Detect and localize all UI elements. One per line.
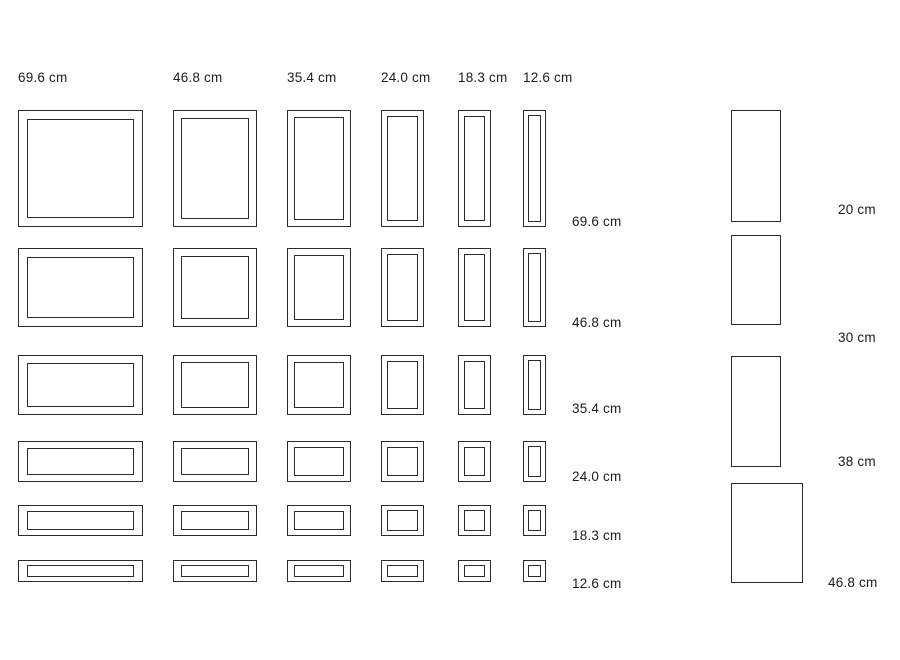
panel-r3-c4 — [381, 355, 424, 415]
panel-r1-c2 — [173, 110, 257, 227]
panel-r2-c4 — [381, 248, 424, 327]
side-label-4: 46.8 cm — [828, 575, 878, 590]
column-label-2: 46.8 cm — [173, 70, 223, 85]
panel-r1-c4 — [381, 110, 424, 227]
panel-r1-c5 — [458, 110, 491, 227]
panel-inner — [294, 565, 344, 577]
panel-inner — [294, 511, 344, 530]
panel-r2-c2 — [173, 248, 257, 327]
panel-inner — [294, 362, 344, 408]
side-panel-2 — [731, 235, 781, 325]
panel-inner — [387, 510, 418, 531]
side-label-2: 30 cm — [838, 330, 876, 345]
column-label-3: 35.4 cm — [287, 70, 337, 85]
row-label-5: 18.3 cm — [572, 528, 622, 543]
panel-r1-c1 — [18, 110, 143, 227]
panel-inner — [528, 360, 541, 410]
column-label-6: 12.6 cm — [523, 70, 573, 85]
panel-r3-c2 — [173, 355, 257, 415]
panel-inner — [387, 116, 418, 221]
panel-r1-c6 — [523, 110, 546, 227]
panel-inner — [528, 510, 541, 531]
panel-r6-c6 — [523, 560, 546, 582]
panel-inner — [27, 448, 134, 475]
panel-r4-c2 — [173, 441, 257, 482]
panel-r5-c4 — [381, 505, 424, 536]
panel-inner — [464, 565, 485, 577]
panel-inner — [181, 511, 249, 530]
row-label-3: 35.4 cm — [572, 401, 622, 416]
panel-r6-c5 — [458, 560, 491, 582]
panel-inner — [387, 447, 418, 476]
panel-inner — [387, 361, 418, 409]
panel-inner — [464, 116, 485, 221]
panel-r5-c5 — [458, 505, 491, 536]
panel-r6-c4 — [381, 560, 424, 582]
panel-r5-c6 — [523, 505, 546, 536]
panel-r3-c5 — [458, 355, 491, 415]
panel-inner — [464, 254, 485, 321]
panel-r4-c1 — [18, 441, 143, 482]
panel-r1-c3 — [287, 110, 351, 227]
panel-r5-c3 — [287, 505, 351, 536]
panel-r4-c5 — [458, 441, 491, 482]
panel-inner — [27, 119, 134, 218]
side-label-3: 38 cm — [838, 454, 876, 469]
panel-inner — [294, 447, 344, 476]
panel-inner — [528, 115, 541, 222]
side-panel-1 — [731, 110, 781, 222]
panel-r2-c3 — [287, 248, 351, 327]
panel-r4-c4 — [381, 441, 424, 482]
side-label-1: 20 cm — [838, 202, 876, 217]
panel-r6-c1 — [18, 560, 143, 582]
panel-inner — [528, 565, 541, 577]
panel-r5-c2 — [173, 505, 257, 536]
panel-inner — [464, 447, 485, 476]
panel-inner — [181, 256, 249, 319]
panel-r3-c1 — [18, 355, 143, 415]
row-label-6: 12.6 cm — [572, 576, 622, 591]
panel-inner — [387, 565, 418, 577]
panel-inner — [464, 510, 485, 531]
panel-inner — [27, 363, 134, 407]
panel-r5-c1 — [18, 505, 143, 536]
panel-r2-c6 — [523, 248, 546, 327]
panel-r4-c3 — [287, 441, 351, 482]
column-label-4: 24.0 cm — [381, 70, 431, 85]
panel-r2-c5 — [458, 248, 491, 327]
panel-inner — [528, 253, 541, 322]
panel-inner — [27, 511, 134, 530]
row-label-1: 69.6 cm — [572, 214, 622, 229]
side-panel-4 — [731, 483, 803, 583]
panel-r2-c1 — [18, 248, 143, 327]
panel-inner — [181, 565, 249, 577]
panel-inner — [464, 361, 485, 409]
panel-r3-c6 — [523, 355, 546, 415]
panel-inner — [27, 565, 134, 577]
panel-inner — [294, 117, 344, 220]
row-label-4: 24.0 cm — [572, 469, 622, 484]
panel-r4-c6 — [523, 441, 546, 482]
panel-inner — [181, 448, 249, 475]
panel-inner — [181, 362, 249, 408]
panel-r6-c3 — [287, 560, 351, 582]
panel-r3-c3 — [287, 355, 351, 415]
panel-inner — [528, 446, 541, 477]
column-label-5: 18.3 cm — [458, 70, 508, 85]
row-label-2: 46.8 cm — [572, 315, 622, 330]
side-panel-3 — [731, 356, 781, 467]
panel-r6-c2 — [173, 560, 257, 582]
panel-inner — [181, 118, 249, 219]
panel-inner — [294, 255, 344, 320]
panel-inner — [27, 257, 134, 318]
panel-inner — [387, 254, 418, 321]
column-label-1: 69.6 cm — [18, 70, 68, 85]
